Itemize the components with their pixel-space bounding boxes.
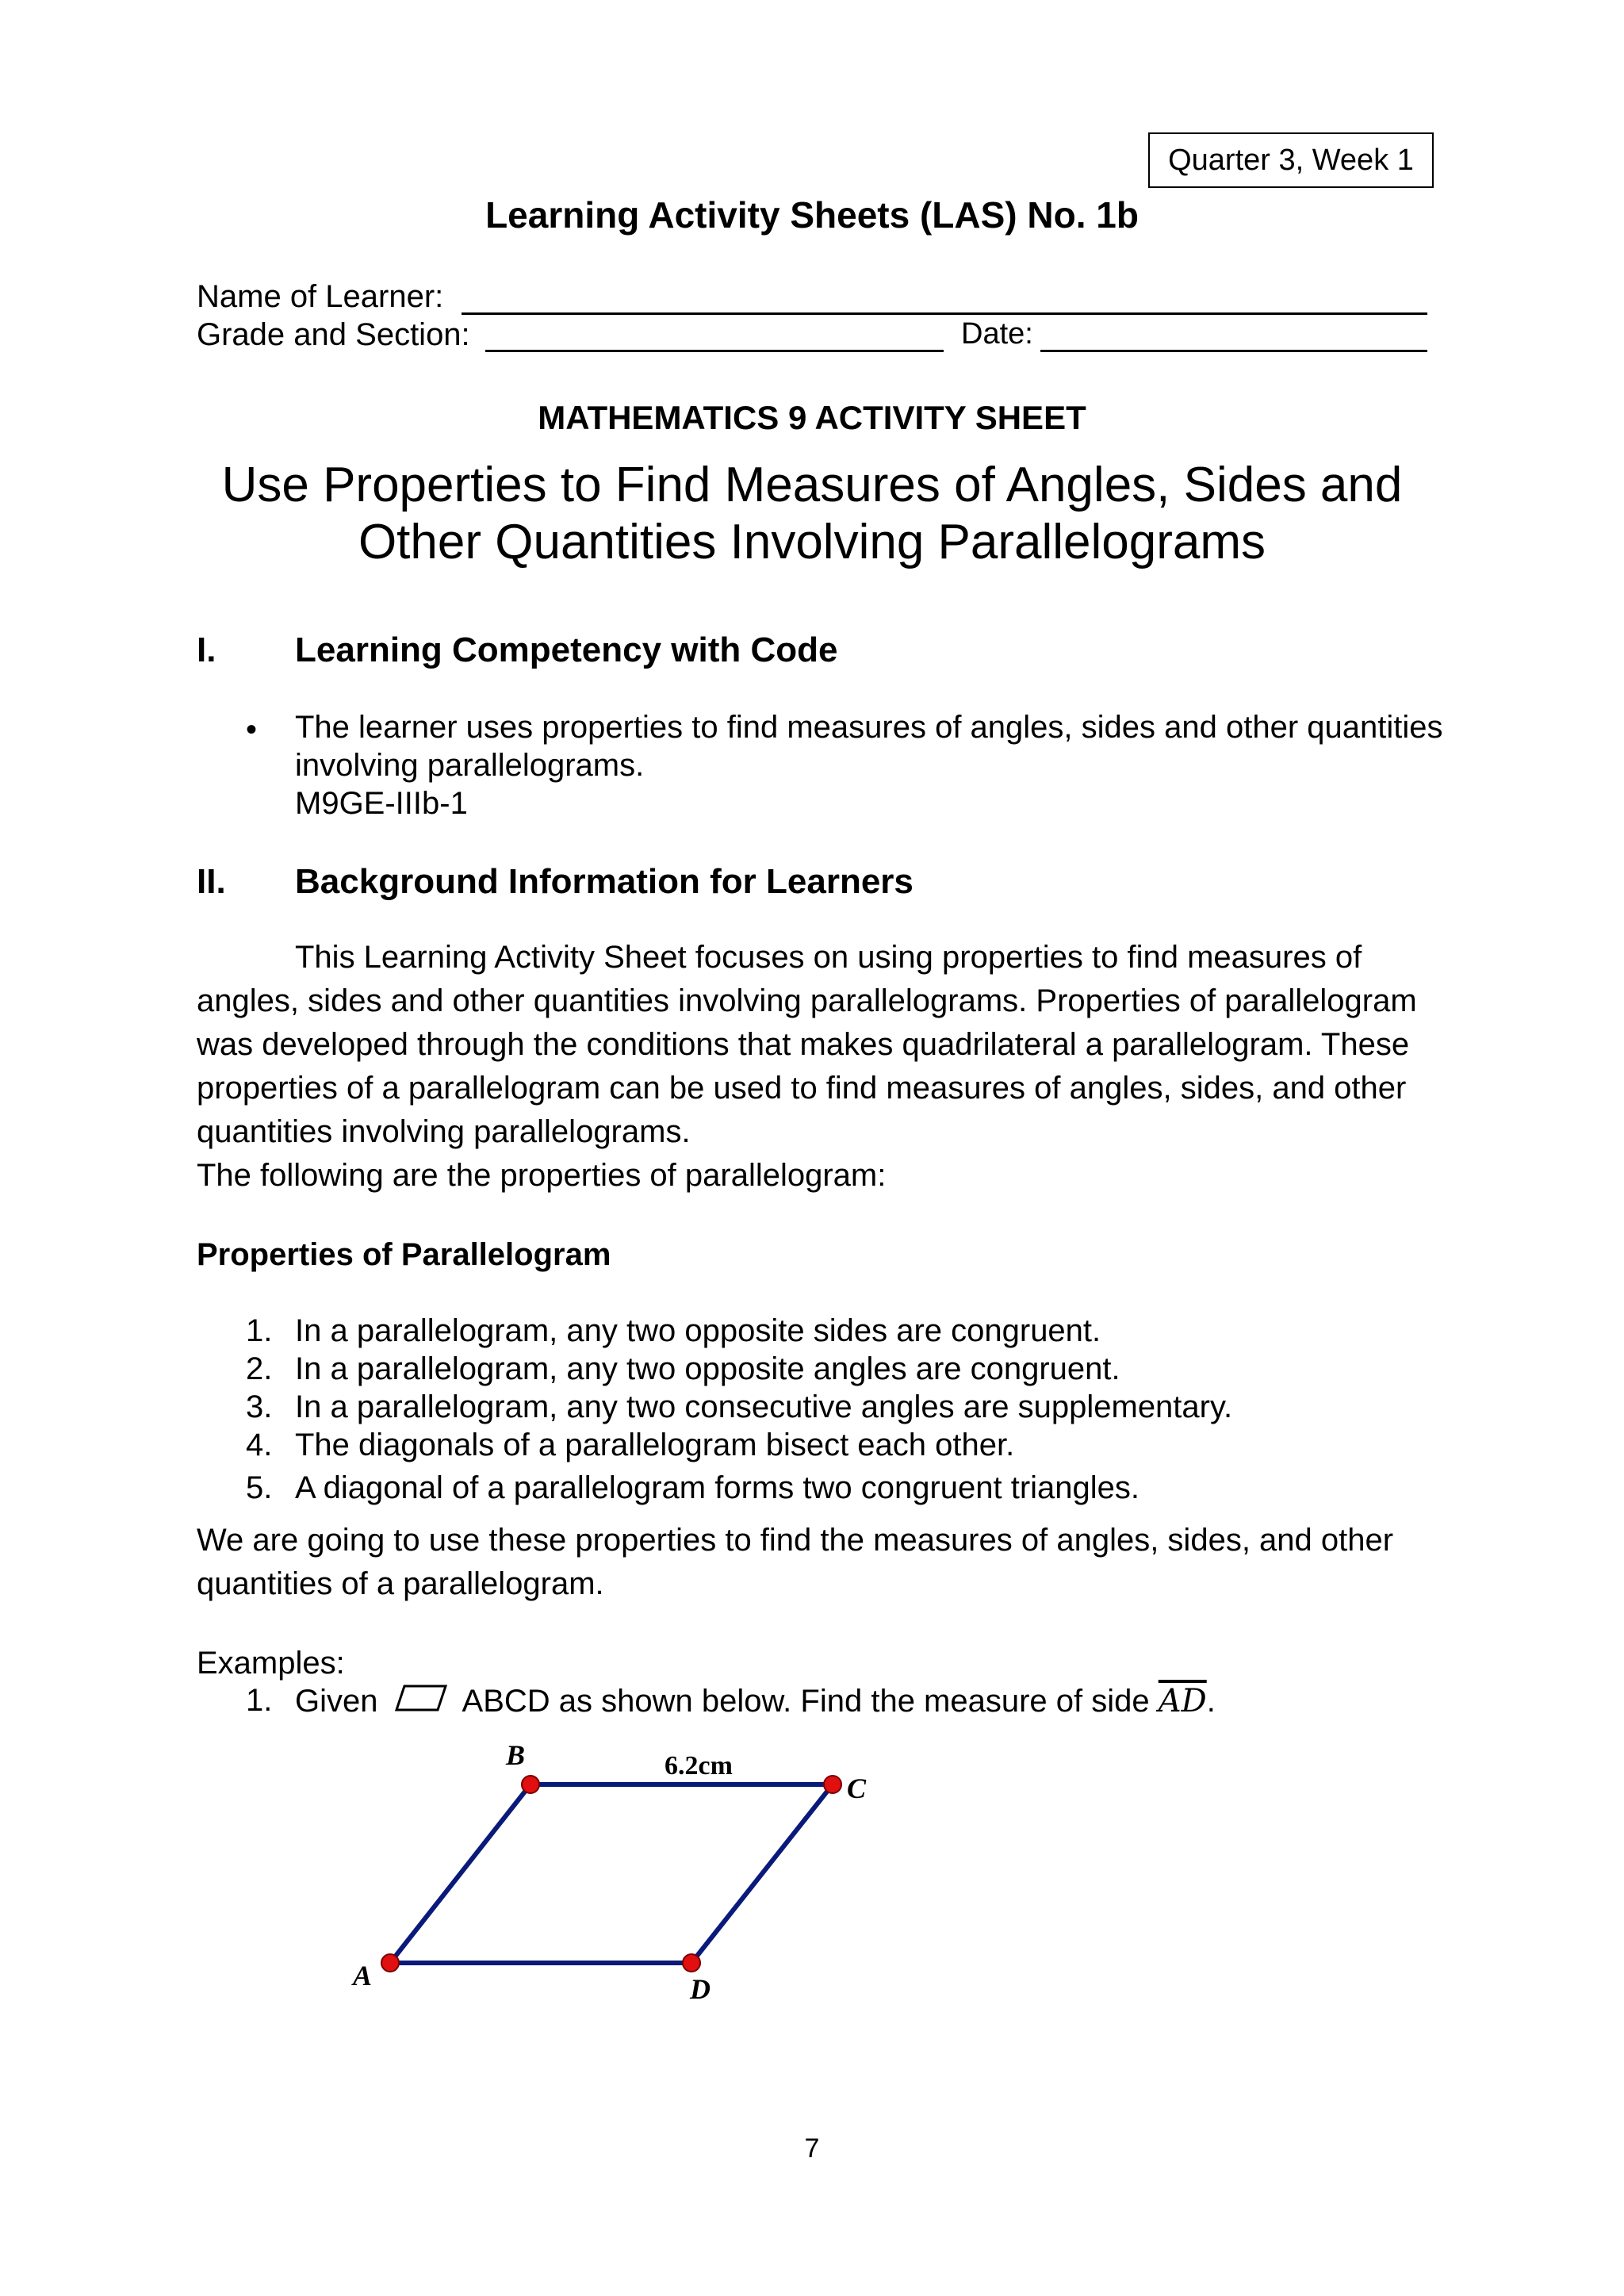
competency-block bbox=[295, 708, 1469, 822]
name-input-line[interactable] bbox=[462, 312, 1427, 315]
list-item bbox=[197, 1350, 1434, 1388]
section-1-title: Learning Competency with Code bbox=[295, 631, 838, 669]
section-2-number: II. bbox=[197, 862, 226, 901]
las-title: Learning Activity Sheets (LAS) No. 1b bbox=[485, 194, 1139, 236]
list-item-text: A diagonal of a parallelogram forms two congruent triangles. bbox=[295, 1470, 1140, 1505]
section-2-title: Background Information for Learners bbox=[295, 862, 914, 901]
label-a: A bbox=[353, 1960, 373, 1991]
background-paragraph bbox=[197, 936, 1442, 1198]
label-b: B bbox=[506, 1739, 526, 1771]
competency-text: The learner uses properties to find measures of angles, sides and other quantities involving parallelograms. bbox=[295, 710, 1443, 783]
label-c: C bbox=[847, 1773, 867, 1804]
list-item bbox=[197, 1312, 1434, 1350]
grade-input-line[interactable] bbox=[485, 350, 944, 352]
list-item-text: The diagonals of a parallelogram bisect each other. bbox=[295, 1428, 1015, 1462]
subject-heading: MATHEMATICS 9 ACTIVITY SHEET bbox=[538, 399, 1086, 436]
side-length-label: 6.2cm bbox=[665, 1751, 733, 1780]
segment-ad: $\overline{AD}$ bbox=[1158, 1683, 1207, 1719]
name-label: Name of Learner: bbox=[197, 279, 444, 314]
page-number: 7 bbox=[804, 2133, 820, 2164]
list-item-number: 4. bbox=[246, 1428, 273, 1462]
label-d: D bbox=[690, 1973, 710, 2005]
example-1-period: . bbox=[1206, 1684, 1216, 1719]
example-1-body bbox=[295, 1683, 1216, 1719]
main-title bbox=[0, 457, 1624, 571]
side-ab bbox=[390, 1784, 530, 1963]
list-item-text: In a parallelogram, any two opposite sides are congruent. bbox=[295, 1313, 1101, 1348]
date-label: Date: bbox=[961, 317, 1033, 351]
competency-code: M9GE-IIIb-1 bbox=[295, 786, 468, 821]
main-title-line-1: Use Properties to Find Measures of Angles, Sides and bbox=[221, 458, 1403, 512]
use-properties-paragraph: We are going to use these properties to find the measures of angles, sides, and other quantities of a parallelogram. bbox=[197, 1523, 1394, 1601]
following-text: The following are the properties of parallelogram: bbox=[197, 1158, 887, 1193]
example-1-text: ABCD as shown below. Find the measure of side bbox=[462, 1684, 1150, 1719]
examples-label: Examples: bbox=[197, 1646, 345, 1681]
parallelogram-figure bbox=[333, 1733, 936, 2026]
example-1-number: 1. bbox=[246, 1683, 273, 1718]
list-item-number: 3. bbox=[246, 1389, 273, 1424]
list-item bbox=[197, 1469, 1434, 1507]
list-item bbox=[197, 1426, 1434, 1464]
list-item-number: 2. bbox=[246, 1351, 273, 1386]
parallelogram-sides bbox=[390, 1784, 833, 1963]
main-title-line-2: Other Quantities Involving Parallelograms bbox=[358, 515, 1266, 569]
point-a bbox=[381, 1954, 399, 1972]
point-c bbox=[824, 1776, 841, 1793]
side-cd bbox=[691, 1784, 833, 1963]
list-item bbox=[197, 1388, 1434, 1426]
quarter-week-box bbox=[1148, 132, 1434, 188]
list-item-number: 1. bbox=[246, 1313, 273, 1348]
section-1-number: I. bbox=[197, 631, 216, 669]
date-field-row bbox=[961, 317, 1033, 351]
list-item-number: 5. bbox=[246, 1470, 273, 1505]
grade-field-row bbox=[197, 317, 470, 353]
name-field-row bbox=[197, 279, 443, 315]
properties-list bbox=[197, 1312, 1434, 1507]
date-input-line[interactable] bbox=[1040, 350, 1427, 352]
point-d bbox=[683, 1954, 700, 1972]
grade-label: Grade and Section: bbox=[197, 317, 470, 352]
point-b bbox=[522, 1776, 539, 1793]
bullet-icon: • bbox=[246, 712, 258, 747]
list-item-text: In a parallelogram, any two opposite angles are congruent. bbox=[295, 1351, 1120, 1386]
parallelogram-icon bbox=[393, 1683, 449, 1715]
example-1-given: Given bbox=[295, 1684, 378, 1719]
properties-heading: Properties of Parallelogram bbox=[197, 1237, 611, 1272]
background-text: This Learning Activity Sheet focuses on using properties to find measures of angles, sides and other quantities involving parallelograms. Properties of parallelogram was developed through the conditions that makes quadrilateral a parallelogram. These properties of a parallelogram can be used to find measures of angles, sides, and other quantities involving parallelograms. bbox=[197, 940, 1417, 1149]
list-item-text: In a parallelogram, any two consecutive angles are supplementary. bbox=[295, 1389, 1233, 1424]
quarter-week-text: Quarter 3, Week 1 bbox=[1168, 143, 1414, 177]
